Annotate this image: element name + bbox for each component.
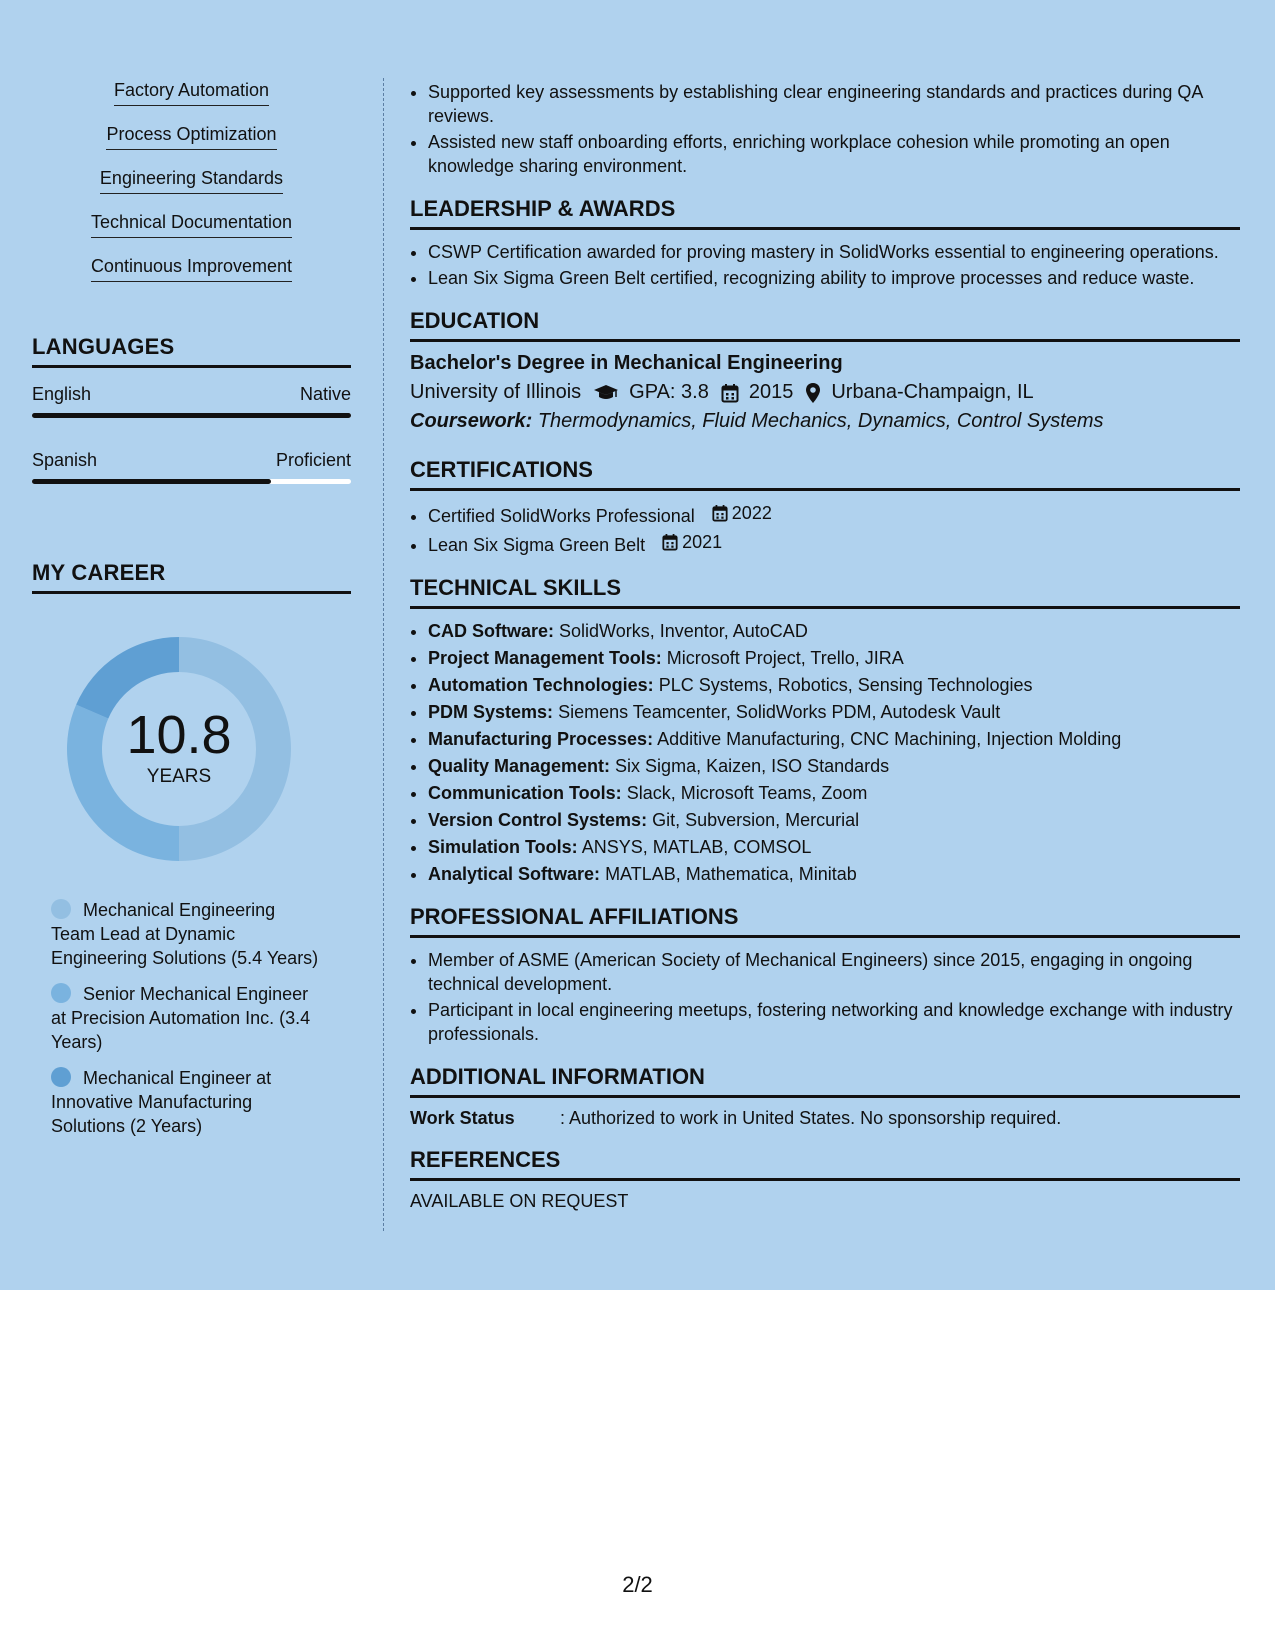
education-degree: Bachelor's Degree in Mechanical Engineering <box>410 352 843 374</box>
calendar-icon <box>662 533 678 551</box>
career-item-text: Mechanical Engineer at Innovative Manufacturing Solutions (2 Years) <box>51 1068 272 1136</box>
technical-skills-heading: TECHNICAL SKILLS <box>410 575 1240 609</box>
technical-skill-item <box>428 781 1240 805</box>
skill-values: Siemens Teamcenter, SolidWorks PDM, Autodesk Vault <box>558 702 1001 722</box>
affiliation-item: • Member of ASME (American Society of Mechanical Engineers) since 2015, engaging in ongoing technical development. <box>428 948 1240 996</box>
graduation-cap-icon <box>593 384 619 402</box>
career-item-text: Mechanical Engineering Team Lead at Dynamic Engineering Solutions (5.4 Years) <box>51 900 319 968</box>
languages-list <box>32 384 351 484</box>
certification-date <box>662 530 722 554</box>
calendar-icon <box>721 383 739 403</box>
certification-item <box>428 501 1240 528</box>
technical-skill-item <box>428 835 1240 859</box>
left-column <box>32 80 351 1150</box>
language-level: Native <box>299 384 351 404</box>
language-bar <box>32 413 351 418</box>
skill-category: Quality Management: <box>428 756 611 776</box>
certifications-heading: CERTIFICATIONS <box>410 457 1240 491</box>
experience-bullets <box>410 80 1240 178</box>
certification-item <box>428 530 1240 557</box>
career-years-unit: YEARS <box>146 766 212 787</box>
leadership-item: • Lean Six Sigma Green Belt certified, recognizing ability to improve processes and reduce waste. <box>428 266 1240 290</box>
language-bar <box>32 479 351 484</box>
skill-values: Microsoft Project, Trello, JIRA <box>666 648 904 668</box>
technical-skill-item <box>428 700 1240 724</box>
education-gpa: GPA: 3.8 <box>629 381 709 403</box>
career-item <box>51 982 321 1054</box>
experience-bullet: • Supported key assessments by establishing clear engineering standards and practices during QA reviews. <box>428 80 1240 128</box>
technical-skills-list <box>410 619 1240 886</box>
career-dot-icon <box>51 983 71 1003</box>
skill-category: Version Control Systems: <box>428 810 648 830</box>
location-pin-icon <box>805 382 821 404</box>
language-bar-fill <box>32 413 351 418</box>
page-number: 2/2 <box>622 1572 653 1597</box>
certification-year: 2021 <box>682 532 723 552</box>
education-year: 2015 <box>748 381 794 403</box>
coursework-text: Thermodynamics, Fluid Mechanics, Dynamics, Control Systems <box>537 410 1104 432</box>
skill-values: PLC Systems, Robotics, Sensing Technologies <box>658 675 1033 695</box>
technical-skill-item <box>428 862 1240 886</box>
education-details <box>410 381 1240 404</box>
skill-tag: Factory Automation <box>114 80 269 106</box>
career-dot-icon <box>51 899 71 919</box>
skill-tag: Process Optimization <box>106 124 276 150</box>
skill-values: ANSYS, MATLAB, COMSOL <box>581 837 812 857</box>
language-bar-fill <box>32 479 271 484</box>
career-dot-icon <box>51 1067 71 1087</box>
career-list <box>51 898 321 1138</box>
skill-category: PDM Systems: <box>428 702 554 722</box>
additional-info-heading: ADDITIONAL INFORMATION <box>410 1064 1240 1098</box>
skill-values: MATLAB, Mathematica, Minitab <box>605 864 857 884</box>
career-total-years: 10.8 <box>126 705 232 765</box>
language-row <box>32 450 351 471</box>
career-item <box>51 898 321 970</box>
affiliation-item: • Participant in local engineering meetups, fostering networking and knowledge exchange with industry professionals. <box>428 998 1240 1046</box>
affiliations-heading: PROFESSIONAL AFFILIATIONS <box>410 904 1240 938</box>
skill-category: Simulation Tools: <box>428 837 578 857</box>
skill-category: Manufacturing Processes: <box>428 729 654 749</box>
work-status-row <box>410 1108 1240 1129</box>
language-name: Spanish <box>32 450 98 470</box>
language-row <box>32 384 351 405</box>
career-item-text: Senior Mechanical Engineer at Precision Automation Inc. (3.4 Years) <box>51 984 311 1052</box>
technical-skill-item <box>428 754 1240 778</box>
affiliations-list <box>410 948 1240 1046</box>
leadership-item: • CSWP Certification awarded for proving mastery in SolidWorks essential to engineering operations. <box>428 240 1240 264</box>
skill-values: Git, Subversion, Mercurial <box>652 810 860 830</box>
skill-category: Communication Tools: <box>428 783 622 803</box>
skill-values: Six Sigma, Kaizen, ISO Standards <box>615 756 890 776</box>
education-coursework <box>410 410 1240 433</box>
leadership-heading: LEADERSHIP & AWARDS <box>410 196 1240 230</box>
certification-year: 2022 <box>731 503 772 523</box>
certification-name: Lean Six Sigma Green Belt <box>428 535 646 555</box>
technical-skill-item <box>428 727 1240 751</box>
skill-tag: Continuous Improvement <box>91 256 292 282</box>
leadership-list <box>410 240 1240 290</box>
career-donut <box>66 636 292 862</box>
calendar-icon <box>712 504 728 522</box>
education-location: Urbana-Champaign, IL <box>831 381 1034 403</box>
skill-tag: Engineering Standards <box>100 168 283 194</box>
skill-tags <box>32 80 351 300</box>
skill-tag: Technical Documentation <box>91 212 292 238</box>
skill-category: Automation Technologies: <box>428 675 654 695</box>
skill-values: SolidWorks, Inventor, AutoCAD <box>559 621 808 641</box>
certification-date <box>712 501 772 525</box>
technical-skill-item <box>428 646 1240 670</box>
skill-category: CAD Software: <box>428 621 555 641</box>
experience-bullet: • Assisted new staff onboarding efforts, enriching workplace cohesion while promoting an open knowledge sharing environment. <box>428 130 1240 178</box>
technical-skill-item <box>428 673 1240 697</box>
certification-name: Certified SolidWorks Professional <box>428 506 695 526</box>
skill-values: Additive Manufacturing, CNC Machining, Injection Molding <box>657 729 1122 749</box>
career-item <box>51 1066 321 1138</box>
skill-values: Slack, Microsoft Teams, Zoom <box>626 783 868 803</box>
references-heading: REFERENCES <box>410 1147 1240 1181</box>
coursework-label: Coursework: <box>410 410 533 432</box>
technical-skill-item <box>428 619 1240 643</box>
right-column <box>410 80 1240 1212</box>
career-heading: MY CAREER <box>32 560 351 594</box>
education-school: University of Illinois <box>410 381 582 403</box>
certifications-list <box>410 501 1240 557</box>
technical-skill-item <box>428 808 1240 832</box>
language-level: Proficient <box>275 450 351 470</box>
references-text: AVAILABLE ON REQUEST <box>410 1191 629 1211</box>
career-donut-center <box>66 705 292 788</box>
skill-category: Project Management Tools: <box>428 648 662 668</box>
skill-category: Analytical Software: <box>428 864 601 884</box>
languages-heading: LANGUAGES <box>32 334 351 368</box>
language-name: English <box>32 384 92 404</box>
column-divider <box>383 78 384 1231</box>
work-status-value: : Authorized to work in United States. No sponsorship required. <box>560 1108 1062 1128</box>
education-heading: EDUCATION <box>410 308 1240 342</box>
work-status-label: Work Status <box>410 1108 515 1128</box>
